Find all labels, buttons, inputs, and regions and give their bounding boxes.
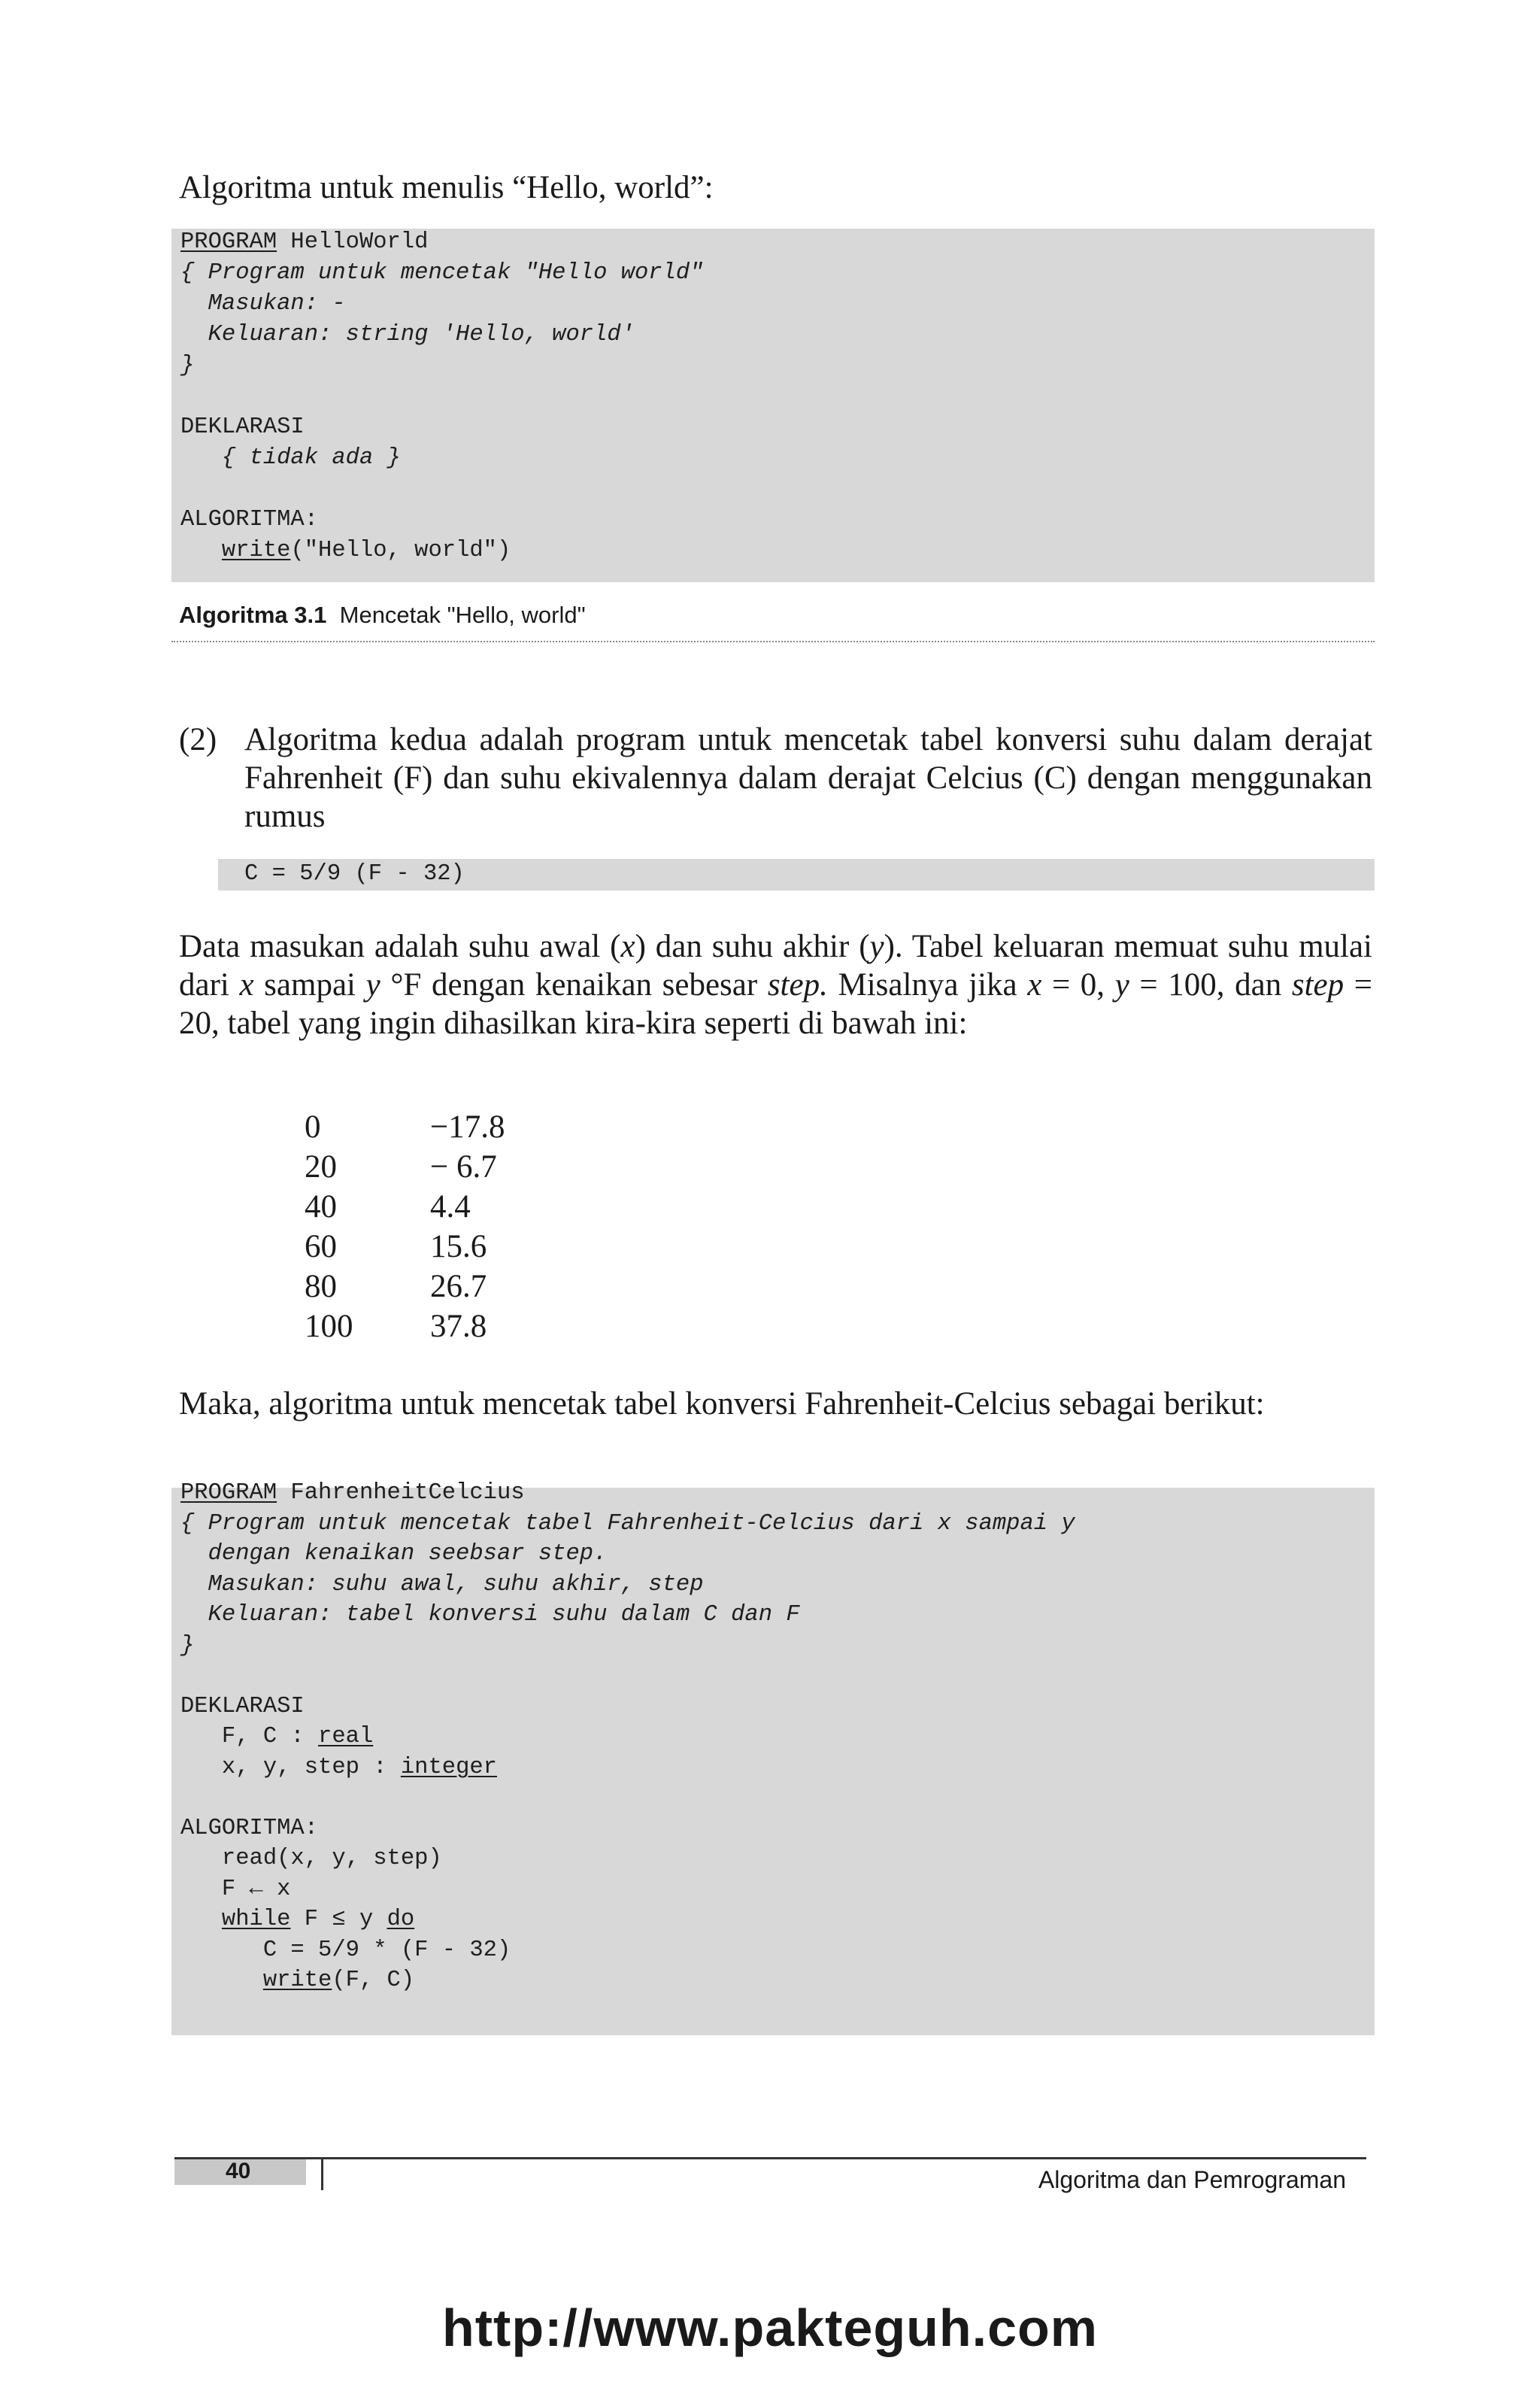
table-cell: 80: [305, 1269, 337, 1304]
code-declaration: x, y, step :: [180, 1754, 401, 1780]
table-cell: 60: [305, 1229, 337, 1264]
code-listing-hello-world: [180, 227, 704, 566]
table-cell: 37.8: [430, 1309, 487, 1344]
paragraph-data-masukan: Data masukan adalah suhu awal (x) dan suhu akhir (y). Tabel keluaran memuat suhu mulai dari x sampai y °F dengan kenaikan sebesar step. Misalnya jika x = 0, y = 100, dan step = 20, tabel yang ingin dihasilkan kira-kira seperti di bawah ini:: [179, 929, 1373, 1041]
code-section-algoritma: ALGORITMA:: [180, 507, 319, 533]
code-keyword-write: write: [221, 538, 291, 563]
code-keyword-program: PROGRAM: [180, 229, 277, 255]
table-cell: −17.8: [430, 1109, 505, 1145]
watermark-url: http://www.pakteguh.com: [441, 2299, 1099, 2357]
table-cell: 26.7: [430, 1269, 487, 1304]
list-number-2: (2): [179, 722, 217, 757]
table-cell: 4.4: [430, 1189, 471, 1224]
code-comment-line: { Program untuk mencetak tabel Fahrenheit-Celcius dari x sampai y: [180, 1510, 1075, 1537]
code-keyword-write: write: [262, 1968, 332, 1993]
code-keyword-program: PROGRAM: [180, 1480, 277, 1506]
code-condition: F ≤ y: [290, 1907, 387, 1932]
code-declaration: F, C :: [180, 1724, 319, 1749]
paragraph-algoritma-kedua: Algoritma kedua adalah program untuk mencetak tabel konversi suhu dalam derajat Fahrenheit (F) dan suhu ekivalennya dalam derajat Celcius (C) dengan menggunakan rumus: [244, 722, 1372, 834]
table-cell: − 6.7: [430, 1149, 497, 1185]
code-comment-line: Keluaran: string 'Hello, world': [180, 322, 635, 347]
table-cell: 20: [305, 1149, 337, 1185]
formula-text: C = 5/9 (F - 32): [244, 861, 465, 887]
table-cell: 100: [305, 1309, 353, 1344]
book-title: Algoritma dan Pemrograman: [1038, 2166, 1346, 2193]
code-type-integer: integer: [400, 1754, 497, 1780]
code-comment-line: Masukan: -: [180, 291, 346, 317]
code-section-deklarasi: DEKLARASI: [180, 414, 305, 440]
code-keyword-while: while: [221, 1907, 291, 1932]
code-listing-fahrenheit-celcius: [180, 1478, 1075, 1996]
page-number: 40: [226, 2159, 251, 2183]
caption-divider: [171, 641, 1375, 642]
code-statement: read(x, y, step): [180, 1846, 442, 1871]
intro-text: Algoritma untuk menulis “Hello, world”:: [179, 170, 714, 205]
code-program-name: FahrenheitCelcius: [277, 1480, 525, 1506]
table-cell: 0: [305, 1109, 321, 1145]
caption-label: Algoritma 3.1: [179, 602, 327, 628]
code-type-real: real: [318, 1724, 374, 1749]
code-statement: F ← x: [180, 1876, 291, 1902]
caption-text: Mencetak "Hello, world": [339, 602, 586, 628]
code-keyword-do: do: [387, 1907, 415, 1932]
code-statement: (F, C): [332, 1968, 415, 1993]
code-comment-line: Masukan: suhu awal, suhu akhir, step: [180, 1571, 704, 1598]
code-comment-line: Keluaran: tabel konversi suhu dalam C dan F: [180, 1602, 800, 1628]
conversion-table-fahrenheit: [305, 1107, 353, 1346]
footer-rule: [174, 2157, 1366, 2159]
code-comment-line: }: [180, 353, 195, 378]
code-program-name: HelloWorld: [277, 229, 429, 255]
conversion-table-celcius: [430, 1107, 505, 1346]
code-comment-line: dengan kenaikan seebsar step.: [180, 1541, 608, 1567]
code-comment-line: { tidak ada }: [180, 445, 401, 471]
code-statement: ("Hello, world"): [290, 538, 511, 563]
code-comment-line: { Program untuk mencetak "Hello world": [180, 260, 704, 286]
algorithm-caption: [179, 602, 586, 629]
footer-divider: [321, 2157, 323, 2190]
table-cell: 15.6: [430, 1229, 487, 1264]
code-section-algoritma: ALGORITMA:: [180, 1815, 319, 1841]
code-section-deklarasi: DEKLARASI: [180, 1693, 305, 1719]
code-statement: C = 5/9 * (F - 32): [180, 1937, 511, 1963]
paragraph-maka: Maka, algoritma untuk mencetak tabel konversi Fahrenheit-Celcius sebagai berikut:: [179, 1386, 1265, 1422]
code-comment-line: }: [180, 1632, 195, 1658]
table-cell: 40: [305, 1189, 337, 1224]
